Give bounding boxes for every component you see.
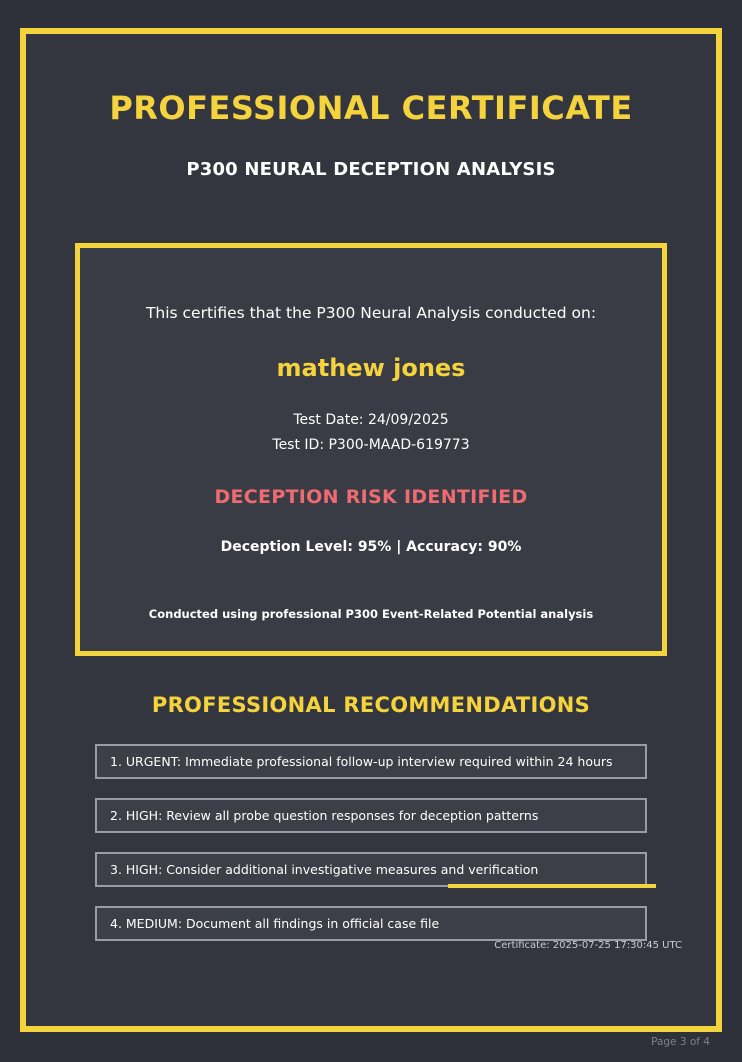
- accent-divider: [448, 884, 656, 888]
- deception-accuracy-levels: Deception Level: 95% | Accuracy: 90%: [220, 539, 522, 555]
- subject-name: mathew jones: [276, 354, 466, 382]
- recommendations-heading: PROFESSIONAL RECOMMENDATIONS: [151, 693, 591, 717]
- list-item: 2. HIGH: Review all probe question responses for deception patterns: [95, 798, 647, 833]
- list-item: 4. MEDIUM: Document all findings in official case file: [95, 906, 647, 941]
- methodology-note: Conducted using professional P300 Event-Related Potential analysis: [148, 607, 594, 621]
- test-date: Test Date: 24/09/2025: [293, 412, 449, 428]
- certificate-inner-area: [38, 46, 704, 1014]
- status-badge: DECEPTION RISK IDENTIFIED: [214, 486, 528, 508]
- certificate-timestamp: Certificate: 2025-07-25 17:30:45 UTC: [494, 940, 682, 951]
- page-subtitle: P300 NEURAL DECEPTION ANALYSIS: [186, 159, 556, 180]
- test-id: Test ID: P300-MAAD-619773: [272, 437, 470, 453]
- list-item: 3. HIGH: Consider additional investigative measures and verification: [95, 852, 647, 887]
- certifies-line: This certifies that the P300 Neural Analysis conducted on:: [145, 304, 597, 322]
- page-number: Page 3 of 4: [651, 1036, 710, 1048]
- list-item: 1. URGENT: Immediate professional follow-up interview required within 24 hours: [95, 744, 647, 779]
- certificate-detail-box: [75, 243, 667, 656]
- recommendations-list: [95, 744, 647, 941]
- certificate-outer-frame: [20, 28, 722, 1032]
- page-title: PROFESSIONAL CERTIFICATE: [109, 89, 633, 127]
